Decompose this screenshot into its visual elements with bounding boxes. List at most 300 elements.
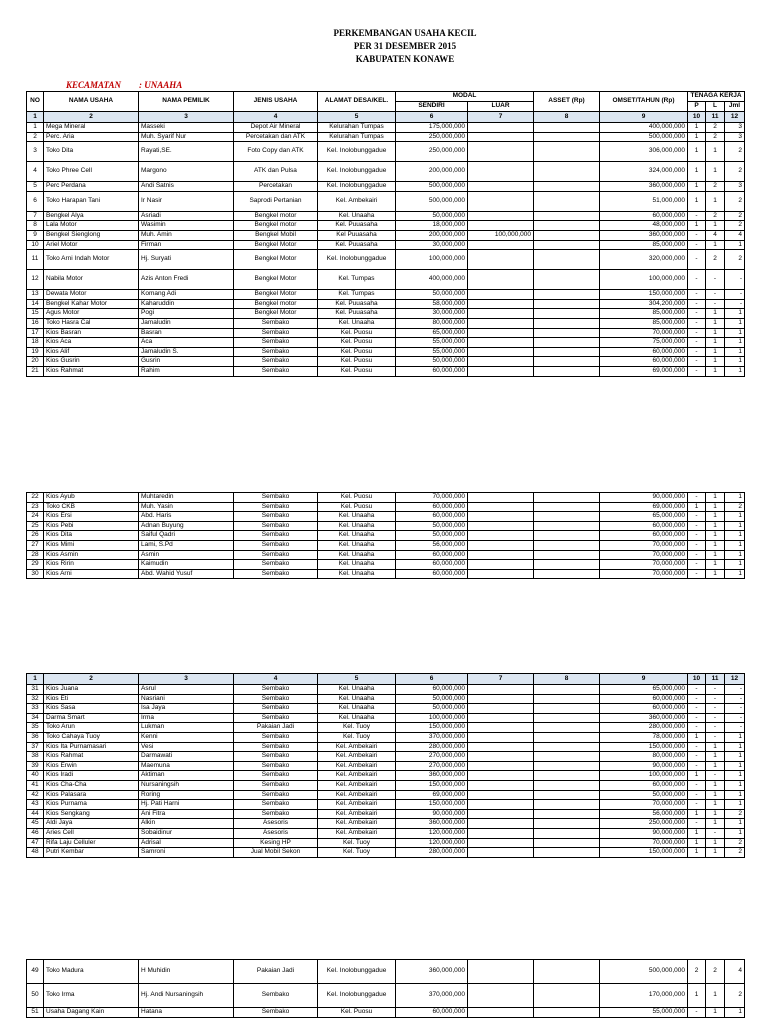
cell-nama-pemilik: Andi Satnis (139, 182, 234, 192)
cell-modal-luar (468, 531, 534, 541)
cell-nama-pemilik: Darmawati (139, 752, 234, 762)
cell-nama-usaha: Kios Juana (44, 685, 139, 695)
cell-tk-jml: 1 (725, 550, 745, 560)
cell-nama-pemilik: Adnan Buyung (139, 521, 234, 531)
cell-jenis-usaha: Percetakan dan ATK (234, 132, 318, 142)
cell-omset: 250,000,000 (600, 819, 688, 829)
cell-omset: 500,000,000 (600, 132, 688, 142)
table-row (27, 960, 745, 984)
column-index-6: 6 (396, 674, 468, 685)
cell-tk-p: 1 (688, 182, 706, 192)
cell-omset: 78,000,000 (600, 732, 688, 742)
cell-modal-sendiri: 69,000,000 (396, 790, 468, 800)
cell-omset: 324,000,000 (600, 162, 688, 182)
cell-alamat: Kel. Puuasaha (318, 309, 396, 319)
cell-no: 42 (27, 790, 44, 800)
cell-nama-pemilik: Hj. Andi Nursaningsih (139, 984, 234, 1008)
cell-tk-jml: 2 (725, 221, 745, 231)
cell-tk-jml: 2 (725, 142, 745, 162)
report-date: PER 31 DESEMBER 2015 (353, 41, 457, 51)
column-index-10: 10 (688, 112, 706, 123)
cell-tk-p: - (688, 290, 706, 300)
cell-asset (534, 123, 600, 133)
cell-nama-usaha: Rifa Laju Celluler (44, 838, 139, 848)
cell-alamat: Kel. Puuasaha (318, 240, 396, 250)
cell-modal-luar (468, 290, 534, 300)
cell-asset (534, 299, 600, 309)
cell-modal-luar (468, 132, 534, 142)
cell-tk-l: 1 (706, 752, 725, 762)
cell-asset (534, 211, 600, 221)
cell-nama-usaha: Putri Kembar (44, 848, 139, 858)
cell-tk-jml: 1 (725, 800, 745, 810)
cell-tk-p: 2 (688, 960, 706, 984)
table-row (27, 328, 745, 338)
cell-tk-l: - (706, 704, 725, 714)
cell-jenis-usaha: Sembako (234, 1008, 318, 1018)
cell-omset: 90,000,000 (600, 761, 688, 771)
cell-tk-l: 1 (706, 493, 725, 503)
cell-nama-usaha: Kios Arni (44, 569, 139, 579)
cell-no: 29 (27, 560, 44, 570)
column-index-3: 3 (139, 674, 234, 685)
cell-tk-l: 2 (706, 123, 725, 133)
column-index-7: 7 (468, 674, 534, 685)
cell-tk-l: 1 (706, 984, 725, 1008)
cell-omset: 170,000,000 (600, 984, 688, 1008)
cell-asset (534, 1008, 600, 1018)
cell-tk-l: 1 (706, 191, 725, 211)
cell-no: 23 (27, 502, 44, 512)
cell-asset (534, 521, 600, 531)
cell-omset: 85,000,000 (600, 240, 688, 250)
cell-nama-usaha: Kios Palasara (44, 790, 139, 800)
cell-modal-sendiri: 55,000,000 (396, 338, 468, 348)
cell-no: 10 (27, 240, 44, 250)
cell-tk-p: 1 (688, 809, 706, 819)
cell-omset: 320,000,000 (600, 250, 688, 270)
cell-alamat: Kel. Tuoy (318, 838, 396, 848)
cell-tk-l: - (706, 732, 725, 742)
cell-tk-jml: 1 (725, 493, 745, 503)
cell-omset: 65,000,000 (600, 512, 688, 522)
cell-nama-usaha: Darma Smart (44, 713, 139, 723)
cell-no: 40 (27, 771, 44, 781)
cell-tk-p: - (688, 742, 706, 752)
cell-nama-usaha: Kios Aca (44, 338, 139, 348)
cell-omset: 360,000,000 (600, 182, 688, 192)
cell-modal-sendiri: 60,000,000 (396, 366, 468, 376)
cell-tk-l: 1 (706, 309, 725, 319)
column-index-row (27, 674, 745, 685)
column-index-1: 1 (27, 112, 44, 123)
cell-modal-luar (468, 493, 534, 503)
cell-modal-sendiri: 50,000,000 (396, 704, 468, 714)
cell-tk-jml: 2 (725, 848, 745, 858)
cell-nama-usaha: Kios Ersi (44, 512, 139, 522)
cell-alamat: Kel. Puosu (318, 347, 396, 357)
cell-tk-jml: 1 (725, 790, 745, 800)
cell-nama-pemilik: Nursaningsih (139, 780, 234, 790)
header-jml: Jml (725, 102, 745, 112)
cell-modal-luar (468, 809, 534, 819)
cell-alamat: Kel. Puuasaha (318, 299, 396, 309)
cell-nama-pemilik: Ani Fitra (139, 809, 234, 819)
cell-alamat: Kel. Unaaha (318, 550, 396, 560)
cell-alamat: Kel. Ambekairi (318, 819, 396, 829)
header-omset: OMSET/TAHUN (Rp) (600, 92, 688, 112)
cell-tk-p: - (688, 1008, 706, 1018)
cell-modal-luar (468, 732, 534, 742)
cell-asset (534, 240, 600, 250)
cell-alamat: Kel. Puosu (318, 366, 396, 376)
header-alamat: ALAMAT DESA/KEL. (318, 92, 396, 112)
cell-no: 2 (27, 132, 44, 142)
cell-omset: 60,000,000 (600, 357, 688, 367)
cell-alamat: Kel. Tumpas (318, 270, 396, 290)
cell-jenis-usaha: Sembako (234, 493, 318, 503)
cell-modal-luar (468, 800, 534, 810)
cell-alamat: Kel. Unaaha (318, 211, 396, 221)
table-row (27, 828, 745, 838)
cell-tk-p: 1 (688, 732, 706, 742)
cell-tk-jml: 2 (725, 984, 745, 1008)
cell-no: 35 (27, 723, 44, 733)
column-index-9: 9 (600, 674, 688, 685)
cell-tk-p: 1 (688, 123, 706, 133)
cell-jenis-usaha: Sembako (234, 800, 318, 810)
cell-tk-l: 1 (706, 780, 725, 790)
cell-modal-sendiri: 400,000,000 (396, 270, 468, 290)
report-region: KABUPATEN KONAWE (355, 54, 455, 64)
cell-no: 36 (27, 732, 44, 742)
cell-tk-jml: - (725, 270, 745, 290)
cell-nama-usaha: Kios Eti (44, 694, 139, 704)
cell-tk-jml: 3 (725, 132, 745, 142)
cell-tk-l: 1 (706, 569, 725, 579)
cell-nama-pemilik: Hj. Suryati (139, 250, 234, 270)
cell-tk-l: 2 (706, 132, 725, 142)
cell-modal-luar (468, 1008, 534, 1018)
cell-modal-luar (468, 318, 534, 328)
cell-omset: 70,000,000 (600, 800, 688, 810)
cell-tk-l: 1 (706, 761, 725, 771)
cell-tk-jml: - (725, 290, 745, 300)
column-index-12: 12 (725, 112, 745, 123)
cell-nama-pemilik: Abd. Wahid Yusuf (139, 569, 234, 579)
cell-nama-pemilik: Asrul (139, 685, 234, 695)
cell-asset (534, 761, 600, 771)
cell-modal-sendiri: 360,000,000 (396, 771, 468, 781)
cell-modal-sendiri: 90,000,000 (396, 809, 468, 819)
cell-tk-l: 1 (706, 809, 725, 819)
cell-nama-usaha: Kios Rahmat (44, 366, 139, 376)
cell-modal-sendiri: 280,000,000 (396, 848, 468, 858)
cell-omset: 306,000,000 (600, 142, 688, 162)
kecamatan-label: KECAMATAN (66, 80, 122, 90)
cell-modal-luar (468, 540, 534, 550)
cell-tk-p: - (688, 704, 706, 714)
cell-jenis-usaha: Sembako (234, 318, 318, 328)
cell-tk-l: 4 (706, 230, 725, 240)
cell-alamat: Kel. Ambekairi (318, 761, 396, 771)
cell-tk-l: 1 (706, 162, 725, 182)
cell-modal-luar (468, 270, 534, 290)
cell-alamat: Kel. Unaaha (318, 512, 396, 522)
column-index-4: 4 (234, 112, 318, 123)
cell-omset: 360,000,000 (600, 230, 688, 240)
cell-tk-p: - (688, 560, 706, 570)
cell-jenis-usaha: Sembako (234, 550, 318, 560)
cell-tk-p: 1 (688, 848, 706, 858)
cell-tk-jml: 1 (725, 732, 745, 742)
cell-jenis-usaha: Sembako (234, 521, 318, 531)
table-row (27, 211, 745, 221)
cell-no: 21 (27, 366, 44, 376)
cell-nama-usaha: Kios Pebi (44, 521, 139, 531)
table-row (27, 240, 745, 250)
cell-asset (534, 809, 600, 819)
cell-alamat: Kel. Tuoy (318, 848, 396, 858)
cell-nama-pemilik: Aca (139, 338, 234, 348)
cell-jenis-usaha: Sembako (234, 694, 318, 704)
cell-nama-usaha: Mega Mineral (44, 123, 139, 133)
cell-nama-usaha: Kios Cha-Cha (44, 780, 139, 790)
cell-asset (534, 694, 600, 704)
cell-no: 4 (27, 162, 44, 182)
cell-omset: 69,000,000 (600, 502, 688, 512)
cell-tk-l: 2 (706, 250, 725, 270)
cell-nama-usaha: Agus Motor (44, 309, 139, 319)
cell-nama-usaha: Kios Ita Purnamasari (44, 742, 139, 752)
cell-tk-p: - (688, 780, 706, 790)
cell-jenis-usaha: Bengkel motor (234, 299, 318, 309)
cell-jenis-usaha: Sembako (234, 780, 318, 790)
cell-alamat: Kel. Inolobunggadue (318, 984, 396, 1008)
cell-omset: 51,000,000 (600, 191, 688, 211)
cell-no: 24 (27, 512, 44, 522)
cell-omset: 400,000,000 (600, 123, 688, 133)
cell-tk-jml: 1 (725, 540, 745, 550)
cell-tk-l: 1 (706, 521, 725, 531)
cell-tk-l: 1 (706, 357, 725, 367)
cell-modal-sendiri: 500,000,000 (396, 191, 468, 211)
header-row (27, 92, 745, 102)
cell-nama-pemilik: Margono (139, 162, 234, 182)
cell-no: 46 (27, 828, 44, 838)
cell-modal-luar (468, 521, 534, 531)
cell-modal-sendiri: 200,000,000 (396, 162, 468, 182)
cell-nama-usaha: Toko Irma (44, 984, 139, 1008)
cell-jenis-usaha: Bengkel Motor (234, 290, 318, 300)
cell-modal-luar (468, 357, 534, 367)
cell-no: 33 (27, 704, 44, 714)
cell-modal-sendiri: 60,000,000 (396, 569, 468, 579)
cell-jenis-usaha: Sembako (234, 742, 318, 752)
cell-no: 45 (27, 819, 44, 829)
cell-modal-luar (468, 550, 534, 560)
table-row (27, 230, 745, 240)
cell-alamat: Kel. Unaaha (318, 521, 396, 531)
cell-omset: 70,000,000 (600, 838, 688, 848)
cell-modal-luar (468, 984, 534, 1008)
cell-tk-p: - (688, 800, 706, 810)
cell-modal-luar (468, 347, 534, 357)
cell-tk-p: 1 (688, 132, 706, 142)
table-row (27, 569, 745, 579)
cell-tk-l: 1 (706, 790, 725, 800)
cell-jenis-usaha: Sembako (234, 761, 318, 771)
cell-tk-jml: - (725, 713, 745, 723)
table-row (27, 162, 745, 182)
cell-tk-jml: 3 (725, 123, 745, 133)
business-table-part-4 (26, 959, 745, 1018)
cell-jenis-usaha: Bengkel Motor (234, 270, 318, 290)
cell-tk-l: 1 (706, 531, 725, 541)
cell-modal-sendiri: 60,000,000 (396, 560, 468, 570)
cell-jenis-usaha: Sembako (234, 366, 318, 376)
cell-asset (534, 540, 600, 550)
header-nama-pemilik: NAMA PEMILIK (139, 92, 234, 112)
column-index-5: 5 (318, 112, 396, 123)
cell-asset (534, 828, 600, 838)
column-index-12: 12 (725, 674, 745, 685)
cell-tk-p: - (688, 309, 706, 319)
cell-nama-pemilik: Masseki (139, 123, 234, 133)
cell-modal-sendiri: 50,000,000 (396, 357, 468, 367)
cell-modal-luar (468, 752, 534, 762)
cell-jenis-usaha: Bengkel motor (234, 221, 318, 231)
cell-tk-l: 1 (706, 366, 725, 376)
cell-nama-pemilik: Hatana (139, 1008, 234, 1018)
cell-jenis-usaha: Sembako (234, 569, 318, 579)
cell-tk-p: - (688, 211, 706, 221)
cell-alamat: Kel. Unaaha (318, 713, 396, 723)
cell-no: 32 (27, 694, 44, 704)
cell-jenis-usaha: Sembako (234, 790, 318, 800)
cell-tk-jml: 1 (725, 569, 745, 579)
table-row (27, 560, 745, 570)
cell-jenis-usaha: Percetakan (234, 182, 318, 192)
cell-alamat: Kel. Inolobunggadue (318, 182, 396, 192)
cell-alamat: Kel. Ambekairi (318, 191, 396, 211)
cell-nama-pemilik: Ir Nasir (139, 191, 234, 211)
cell-tk-jml: - (725, 694, 745, 704)
cell-modal-sendiri: 370,000,000 (396, 732, 468, 742)
cell-nama-usaha: Kios Ririn (44, 560, 139, 570)
cell-alamat: Kel. Ambekairi (318, 828, 396, 838)
cell-nama-pemilik: Muh. Yasin (139, 502, 234, 512)
cell-tk-jml: 2 (725, 191, 745, 211)
cell-asset (534, 550, 600, 560)
cell-alamat: Kel. Ambekairi (318, 752, 396, 762)
cell-nama-usaha: Kios Erwin (44, 761, 139, 771)
table-row (27, 493, 745, 503)
cell-omset: 48,000,000 (600, 221, 688, 231)
cell-tk-p: - (688, 694, 706, 704)
header-modal: MODAL (396, 92, 534, 102)
table-row (27, 780, 745, 790)
cell-alamat: Kel. Unaaha (318, 531, 396, 541)
table-row (27, 790, 745, 800)
cell-asset (534, 800, 600, 810)
cell-tk-p: 1 (688, 828, 706, 838)
cell-omset: 70,000,000 (600, 569, 688, 579)
cell-asset (534, 771, 600, 781)
cell-no: 17 (27, 328, 44, 338)
cell-alamat: Kelurahan Tumpas (318, 132, 396, 142)
cell-alamat: Kel. Puosu (318, 1008, 396, 1018)
header-luar: LUAR (468, 102, 534, 112)
cell-tk-l: 1 (706, 142, 725, 162)
cell-asset (534, 162, 600, 182)
cell-jenis-usaha: Kesing HP (234, 838, 318, 848)
cell-asset (534, 502, 600, 512)
cell-asset (534, 328, 600, 338)
cell-nama-pemilik: Alkin (139, 819, 234, 829)
cell-no: 15 (27, 309, 44, 319)
cell-alamat: Kel. Ambekairi (318, 790, 396, 800)
cell-modal-sendiri: 65,000,000 (396, 328, 468, 338)
cell-jenis-usaha: Bengkel Motor (234, 240, 318, 250)
cell-asset (534, 732, 600, 742)
table-row (27, 713, 745, 723)
cell-jenis-usaha: Sembako (234, 531, 318, 541)
cell-no: 49 (27, 960, 44, 984)
cell-modal-luar (468, 328, 534, 338)
table-row (27, 531, 745, 541)
cell-modal-sendiri: 150,000,000 (396, 780, 468, 790)
header-p: P (688, 102, 706, 112)
cell-tk-l: - (706, 299, 725, 309)
table-row (27, 318, 745, 328)
cell-tk-p: - (688, 521, 706, 531)
cell-nama-pemilik: Asmin (139, 550, 234, 560)
cell-modal-luar (468, 848, 534, 858)
cell-no: 14 (27, 299, 44, 309)
cell-no: 9 (27, 230, 44, 240)
cell-tk-l: 2 (706, 211, 725, 221)
cell-no: 39 (27, 761, 44, 771)
cell-alamat: Kel. Inolobunggadue (318, 960, 396, 984)
cell-omset: 50,000,000 (600, 790, 688, 800)
cell-tk-jml: 1 (725, 819, 745, 829)
cell-modal-luar (468, 299, 534, 309)
cell-alamat: Kel. Tuoy (318, 723, 396, 733)
cell-modal-sendiri: 100,000,000 (396, 713, 468, 723)
cell-modal-luar (468, 790, 534, 800)
cell-omset: 85,000,000 (600, 309, 688, 319)
cell-nama-pemilik: Aktiman (139, 771, 234, 781)
table-row (27, 502, 745, 512)
cell-tk-jml: 2 (725, 838, 745, 848)
cell-modal-sendiri: 55,000,000 (396, 347, 468, 357)
cell-nama-usaha: Toko Arni Indah Motor (44, 250, 139, 270)
cell-tk-p: - (688, 550, 706, 560)
cell-nama-pemilik: Wasimin (139, 221, 234, 231)
table-row (27, 512, 745, 522)
cell-tk-jml: 2 (725, 250, 745, 270)
cell-modal-sendiri: 80,000,000 (396, 318, 468, 328)
cell-tk-jml: 1 (725, 357, 745, 367)
cell-omset: 100,000,000 (600, 771, 688, 781)
cell-nama-pemilik: Saiful Qadri (139, 531, 234, 541)
cell-nama-pemilik: Lukman (139, 723, 234, 733)
cell-jenis-usaha: Bengkel Motor (234, 250, 318, 270)
cell-modal-sendiri: 360,000,000 (396, 960, 468, 984)
table-row (27, 521, 745, 531)
cell-modal-sendiri: 30,000,000 (396, 240, 468, 250)
